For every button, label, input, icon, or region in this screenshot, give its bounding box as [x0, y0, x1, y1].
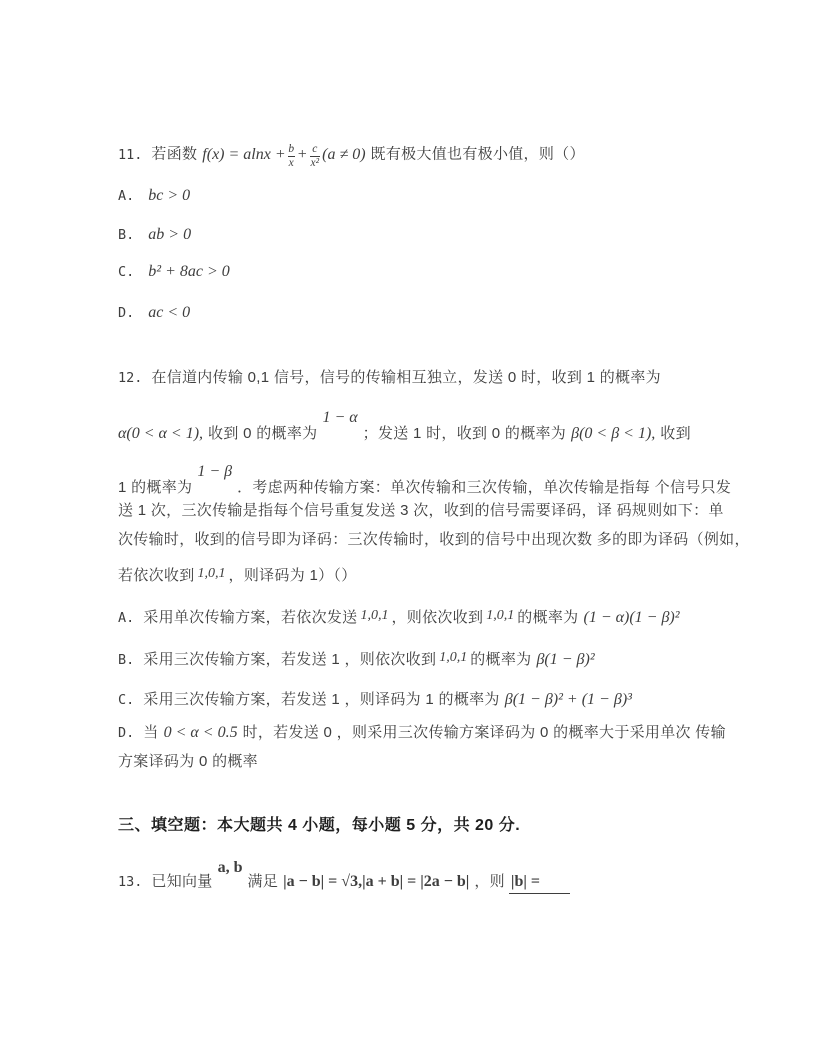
frac2-numerator: c [312, 143, 318, 155]
q12-option-c-label: C. [118, 692, 135, 708]
q11-formula-tail: (a ≠ 0) [322, 145, 366, 163]
q12-stem-line2 [118, 409, 691, 444]
q11-formula [202, 143, 366, 169]
q12-option-b-text2: 的概率为 [470, 651, 532, 668]
q12-one-minus-beta-formula: 1 − β [197, 463, 233, 480]
q13-text1: 已知向量 [151, 873, 213, 890]
q13-text2: 满足 [247, 873, 279, 890]
q12-beta-formula: β(0 < β < 1), [571, 425, 656, 442]
q11-option-a-label: A. [118, 188, 135, 204]
q12-option-d-text3: 方案译码为 0 的概率 [118, 753, 258, 770]
q13-blank-formula: |b| = [510, 873, 540, 890]
q11-option-d-label: D. [118, 305, 135, 321]
q13-text3: ，则 [474, 873, 505, 890]
q12-option-d-label: D. [118, 725, 135, 741]
q11-option-b-label: B. [118, 227, 135, 243]
q12-line6-101-formula: 1,0,1 [197, 566, 226, 581]
q12-stem-line5 [118, 530, 750, 550]
q11-option-c-label: C. [118, 264, 135, 280]
q12-stem-line4 [118, 501, 724, 521]
q12-option-d-text1: 当 [143, 724, 159, 741]
q12-option-b-text1: 采用三次传输方案，若发送 1 ，则依次收到 [143, 651, 437, 668]
q12-one-minus-alpha-formula: 1 − α [322, 409, 358, 426]
q12-option-b [118, 650, 600, 671]
q12-stem-line3 [118, 463, 732, 498]
frac1-denominator: x [288, 156, 294, 169]
q12-line6-text1: 若依次收到 [118, 567, 195, 584]
q12-option-d-text2: 时，若发送 0 ，则采用三次传输方案译码为 0 的概率大于采用单次 传输 [242, 724, 726, 741]
q11-lead-text: 若函数 [151, 145, 198, 163]
q12-option-a-text1: 采用单次传输方案，若依次发送 [143, 609, 358, 626]
q11-formula-plus: + [296, 145, 308, 163]
q12-alpha-formula: α(0 < α < 1), [118, 425, 204, 442]
q12-option-b-prob-formula: β(1 − β)² [536, 651, 595, 668]
q12-option-a [118, 608, 685, 629]
q12-option-a-text3: 的概率为 [517, 609, 579, 626]
section-3-heading [118, 816, 520, 836]
q11-trail-text: 既有极大值也有极小值，则（） [370, 145, 585, 163]
frac1-numerator: b [288, 143, 295, 155]
section-3-title: 三、填空题：本大题共 4 小题，每小题 5 分，共 20 分. [118, 817, 521, 834]
q11-option-a [118, 186, 195, 206]
q12-option-b-label: B. [118, 652, 135, 668]
q12-line2-text1: 收到 0 的概率为 [208, 425, 318, 442]
q12-option-c-text1: 采用三次传输方案，若发送 1 ，则译码为 1 的概率为 [143, 691, 500, 708]
q13-stem [118, 859, 570, 894]
q12-option-a-label: A. [118, 610, 135, 626]
q12-line2-text3: 收到 [660, 425, 691, 442]
q11-stem [118, 143, 585, 169]
q11-option-d-formula: ac < 0 [148, 304, 191, 321]
q11-number: 11. [118, 146, 143, 163]
q12-line4-text: 送 1 次，三次传输是指每个信号重复发送 3 次，收到的信号需要译码，译 码规则如下：单 [118, 502, 724, 519]
q11-option-a-formula: bc > 0 [148, 187, 191, 204]
q12-number: 12. [118, 370, 143, 386]
q12-stem-line6 [118, 566, 357, 587]
q12-line2-text2: ；发送 1 时，收到 0 的概率为 [362, 425, 567, 442]
q12-option-d-line1 [118, 723, 726, 743]
q12-line3-text1: 1 的概率为 [118, 479, 193, 496]
q12-option-a-101-formula-1: 1,0,1 [360, 608, 389, 623]
frac2-denominator: x² [310, 156, 320, 169]
q12-option-a-prob-formula: (1 − α)(1 − β)² [583, 609, 680, 626]
q12-option-d-alpha-formula: 0 < α < 0.5 [163, 724, 238, 741]
q11-option-c [118, 262, 235, 282]
q12-line6-text2: ，则译码为 1）（） [228, 567, 357, 584]
q13-vectors-ab: a, b [217, 859, 243, 876]
q11-option-b-formula: ab > 0 [148, 226, 192, 243]
q12-option-d-line2 [118, 752, 258, 772]
q12-option-c [118, 690, 637, 710]
q12-option-c-prob-formula: β(1 − β)² + (1 − β)³ [504, 691, 632, 708]
q11-option-c-formula: b² + 8ac > 0 [148, 263, 230, 280]
q13-condition-formula: |a − b| = √3,|a + b| = |2a − b| [283, 873, 470, 890]
q12-line1-text: 在信道内传输 0,1 信号，信号的传输相互独立，发送 0 时，收到 1 的概率为 [151, 369, 661, 386]
q11-formula-frac1 [288, 143, 295, 169]
q11-formula-frac2 [310, 143, 321, 169]
q12-line5-text: 次传输时，收到的信号即为译码：三次传输时，收到的信号中出现次数 多的即为译码（例如， [118, 531, 750, 548]
q13-number: 13. [118, 874, 143, 890]
q12-option-a-text2: ，则依次收到 [391, 609, 484, 626]
q12-stem-line1 [118, 368, 661, 388]
q12-option-b-101-formula: 1,0,1 [439, 650, 468, 665]
q12-option-a-101-formula-2: 1,0,1 [486, 608, 515, 623]
q11-formula-head: f(x) = alnx + [202, 145, 286, 163]
q12-line3-text2: ．考虑两种传输方案：单次传输和三次传输，单次传输是指每 个信号只发 [237, 479, 732, 496]
q11-option-d [118, 303, 195, 323]
q11-option-b [118, 225, 196, 245]
q13-answer-blank [509, 872, 570, 894]
